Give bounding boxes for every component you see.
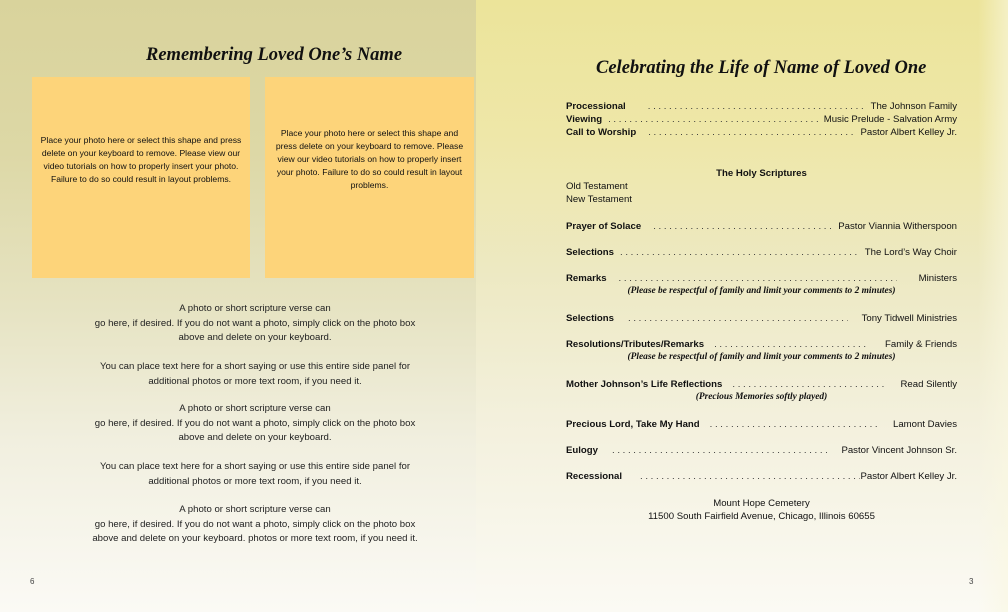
dot-leader [710, 418, 879, 431]
program-label: Call to Worship [566, 127, 637, 138]
text-line: go here, if desired. If you do not want a photo, simply click on the photo box [94, 317, 416, 329]
program-label: Processional [566, 101, 626, 112]
program-row[interactable] [566, 126, 957, 139]
program-value: Music Prelude - Salvation Army [823, 114, 957, 125]
text-line: go here, if desired. If you do not want a photo, simply click on the photo box [94, 417, 416, 429]
left-page-title: Remembering Loved One’s Name [146, 45, 403, 65]
burial-place: Mount Hope Cemetery [713, 498, 810, 509]
program-row-prayer[interactable] [566, 220, 957, 233]
program-note: (Precious Memories softly played) [695, 392, 828, 402]
program-label: Selections [566, 247, 614, 258]
side-paragraph-3[interactable] [55, 402, 455, 446]
program-row-selections-2[interactable] [566, 312, 957, 325]
scriptures-heading: The Holy Scriptures [716, 168, 807, 179]
program-row[interactable] [566, 100, 957, 113]
program-label: Remarks [566, 273, 607, 284]
right-page [476, 0, 1008, 612]
photo-placeholder-2[interactable] [265, 77, 474, 278]
program-value: The Lord’s Way Choir [864, 247, 957, 258]
program-value: Pastor Albert Kelley Jr. [860, 127, 957, 138]
program-value: Ministers [918, 273, 957, 284]
dot-leader [653, 220, 832, 233]
program-row-remarks[interactable] [566, 272, 957, 298]
program-label: Viewing [566, 114, 603, 125]
program-row-selections[interactable] [566, 246, 957, 259]
program-value: Read Silently [900, 379, 957, 390]
program-value: The Johnson Family [870, 101, 957, 112]
photo-placeholder-text: Place your photo here or select this shape and press delete on your keyboard to remove. Please view our video tutorials on how to properly insert your photo. Failure to do so could result in layout problems. [40, 134, 242, 184]
side-paragraph-2[interactable] [55, 360, 455, 389]
scripture-item: New Testament [566, 194, 632, 205]
text-line: additional photos or more text room, if you need it. [148, 475, 362, 487]
program-label: Resolutions/Tributes/Remarks [566, 339, 705, 350]
program-value: Family & Friends [885, 339, 957, 350]
dot-leader [620, 246, 859, 259]
program-value: Pastor Viannia Witherspoon [838, 221, 957, 232]
program-opening [566, 100, 957, 139]
scripture-item: Old Testament [566, 181, 628, 192]
text-line: A photo or short scripture verse can [179, 504, 331, 515]
side-paragraph-4[interactable] [55, 460, 455, 489]
program-label: Mother Johnson’s Life Reflections [566, 379, 723, 390]
text-line: A photo or short scripture verse can [179, 303, 331, 314]
dot-leader [648, 126, 854, 139]
burial-address: 11500 South Fairfield Avenue, Chicago, Illinois 60655 [648, 511, 875, 522]
program-note: (Please be respectful of family and limit your comments to 2 minutes) [627, 286, 896, 296]
page-number-left: 6 [30, 577, 35, 586]
right-page-title: Celebrating the Life of Name of Loved One [596, 58, 927, 78]
text-line: You can place text here for a short saying or use this entire side panel for [99, 361, 411, 372]
program-row-hymn[interactable] [566, 418, 957, 431]
scriptures-section [566, 167, 957, 206]
program-label: Selections [566, 313, 614, 324]
program-value: Pastor Vincent Johnson Sr. [841, 445, 957, 456]
program-label: Prayer of Solace [566, 221, 642, 232]
dot-leader [619, 272, 897, 285]
dot-leader [648, 100, 865, 113]
side-paragraph-5[interactable] [55, 503, 455, 547]
photo-placeholder-text: Place your photo here or select this shape and press delete on your keyboard to remove. Please view our video tutorials on how to properly insert your photo. Failure to do so could result in layout problems. [275, 128, 464, 190]
text-line: A photo or short scripture verse can [179, 403, 331, 414]
program-row-reflections[interactable] [566, 378, 957, 404]
program-note: (Please be respectful of family and limit your comments to 2 minutes) [627, 352, 896, 362]
text-line: You can place text here for a short saying or use this entire side panel for [99, 461, 411, 472]
text-line: above and delete on your keyboard. photos or more text room, if you need it. [92, 533, 418, 544]
text-line: above and delete on your keyboard. [178, 432, 332, 443]
program-row-eulogy[interactable] [566, 444, 957, 457]
dot-leader [628, 312, 848, 325]
page-number-right: 3 [969, 577, 974, 586]
program-value: Pastor Albert Kelley Jr. [860, 471, 957, 482]
dot-leader [714, 338, 869, 351]
text-line: additional photos or more text room, if you need it. [148, 375, 362, 387]
program-value: Tony Tidwell Ministries [861, 313, 957, 324]
left-page [0, 0, 476, 612]
burial-info [566, 497, 957, 523]
program-label: Recessional [566, 471, 622, 482]
dot-leader [640, 470, 860, 483]
text-line: go here, if desired. If you do not want a photo, simply click on the photo box [94, 518, 416, 530]
program-row-recessional[interactable] [566, 470, 957, 483]
dot-leader [732, 378, 886, 391]
side-paragraph-1[interactable] [55, 302, 455, 346]
dot-leader [608, 113, 818, 126]
program-row[interactable] [566, 113, 957, 126]
program-label: Precious Lord, Take My Hand [566, 419, 700, 430]
photo-placeholder-1[interactable] [32, 77, 250, 278]
dot-leader [612, 444, 827, 457]
program-value: Lamont Davies [893, 419, 957, 430]
text-line: above and delete on your keyboard. [178, 332, 332, 343]
program-label: Eulogy [566, 445, 598, 456]
program-row-resolutions[interactable] [566, 338, 957, 364]
